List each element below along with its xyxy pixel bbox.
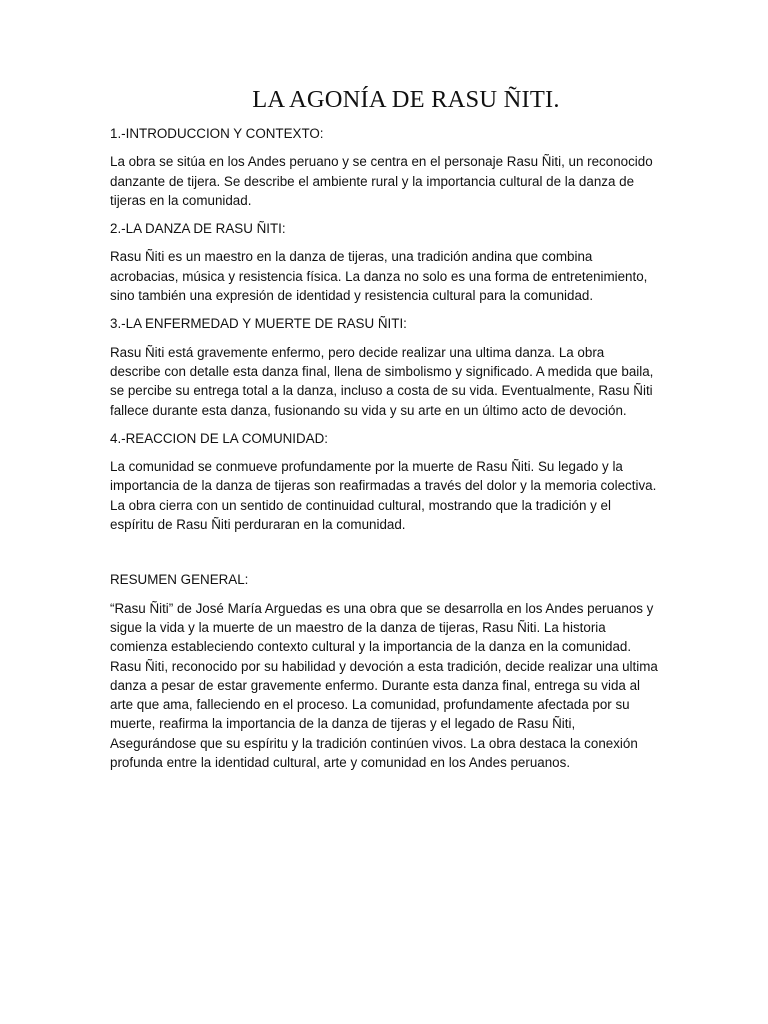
document-title: LA AGONÍA DE RASU ÑITI. bbox=[252, 86, 560, 113]
section-paragraph-enfermedad: Rasu Ñiti está gravemente enfermo, pero decide realizar una ultima danza. La obra describe con detalle esta danza final, llena de simbolismo y significado. A medida que baila, se percibe su entrega total a la danza, incluso a costa de su vida. Eventualmente, Rasu Ñiti fallece durante esta danza, fusionando su vida y su arte en un último acto de devoción. bbox=[110, 344, 654, 418]
section-heading-introduccion: 1.-INTRODUCCION Y CONTEXTO: bbox=[110, 126, 324, 141]
summary-heading: RESUMEN GENERAL: bbox=[110, 572, 249, 588]
section-heading-reaccion: 4.-REACCION DE LA COMUNIDAD: bbox=[110, 430, 329, 446]
section-paragraph-reaccion: La comunidad se conmueve profundamente por la muerte de Rasu Ñiti. Su legado y la importancia de la danza de tijeras son reafirmadas a través del dolor y la memoria colectiva. La obra cierra con un sentido de continuidad cultural, mostrando que la tradición y el espíritu de Rasu Ñiti perduraran en la comunidad. bbox=[110, 459, 657, 533]
summary-paragraph: “Rasu Ñiti” de José María Arguedas es una obra que se desarrolla en los Andes peruanos y sigue la vida y la muerte de un maestro de la danza de tijeras, Rasu Ñiti. La historia comienza estableciendo contexto cultural y la importancia de la danza en la comunidad. Rasu Ñiti, reconocido por su habilidad y devoción a esta tradición, decide realizar una ultima danza a pesar de estar gravemente enfermo. Durante esta danza final, entrega su vida al arte que ama, falleciendo en el proceso. La comunidad, profundamente afectada por su muerte, reafirma la importancia de la danza de tijeras y el legado de Rasu Ñiti, Asegurándose que su espíritu y la tradición continúen vivos. La obra destaca la conexión profunda entre la identidad cultural, arte y comunidad en los Andes peruanos. bbox=[110, 600, 658, 771]
section-heading-enfermedad: 3.-LA ENFERMEDAD Y MUERTE DE RASU ÑITI: bbox=[110, 316, 407, 332]
document-body bbox=[110, 124, 658, 781]
section-paragraph-introduccion: La obra se sitúa en los Andes peruano y se centra en el personaje Rasu Ñiti, un reconocido danzante de tijera. Se describe el ambiente rural y la importancia cultural de la danza de tijeras en la comunidad. bbox=[110, 154, 653, 208]
section-paragraph-danza: Rasu Ñiti es un maestro en la danza de tijeras, una tradición andina que combina acrobacias, música y resistencia física. La danza no solo es una forma de entretenimiento, sino también una expresión de identidad y resistencia cultural para la comunidad. bbox=[110, 249, 648, 304]
blank-line bbox=[110, 543, 658, 570]
section-heading-danza: 2.-LA DANZA DE RASU ÑITI: bbox=[110, 221, 286, 237]
